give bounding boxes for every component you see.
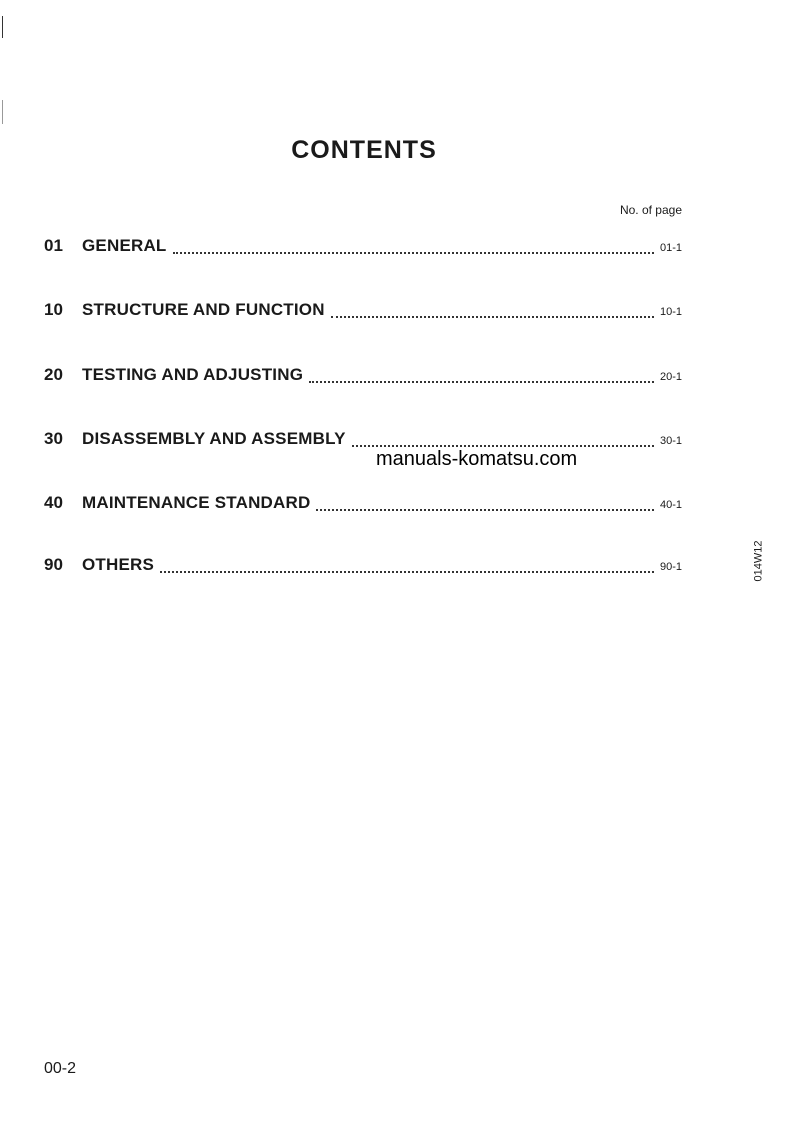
section-number: 30 [44,429,63,448]
dot-leader [352,443,654,447]
toc-entry-general[interactable] [44,236,682,260]
dot-leader [331,314,654,318]
document-code: 014W12 [752,540,765,582]
section-label: TESTING AND ADJUSTING [82,365,304,384]
margin-mark [2,100,3,124]
section-label: MAINTENANCE STANDARD [82,493,311,512]
section-label: GENERAL [82,236,167,255]
dot-leader [173,250,654,254]
section-number: 40 [44,493,63,512]
page-reference: 10-1 [659,306,682,318]
margin-mark [2,16,3,38]
page-reference: 30-1 [659,435,682,447]
section-number: 01 [44,236,63,255]
page-reference: 01-1 [659,242,682,254]
section-number: 20 [44,365,63,384]
toc-entry-structure-and-function[interactable] [44,300,682,324]
page-reference: 40-1 [659,499,682,511]
dot-leader [316,507,654,511]
page-reference: 90-1 [659,561,682,573]
toc-entry-disassembly-and-assembly[interactable] [44,429,682,453]
watermark-text: manuals-komatsu.com [376,448,578,470]
footer-page-number: 00-2 [44,1060,77,1077]
section-label: DISASSEMBLY AND ASSEMBLY [82,429,346,448]
section-number: 90 [44,555,63,574]
toc-entry-testing-and-adjusting[interactable] [44,365,682,389]
section-number: 10 [44,300,63,319]
section-label: OTHERS [82,555,155,574]
section-label: STRUCTURE AND FUNCTION [82,300,325,319]
dot-leader [160,569,654,573]
page-column-header: No. of page [619,203,682,217]
dot-leader [309,379,654,383]
toc-entry-others[interactable] [44,555,682,579]
toc-entry-maintenance-standard[interactable] [44,493,682,517]
page-title: CONTENTS [291,136,437,164]
page-reference: 20-1 [659,371,682,383]
